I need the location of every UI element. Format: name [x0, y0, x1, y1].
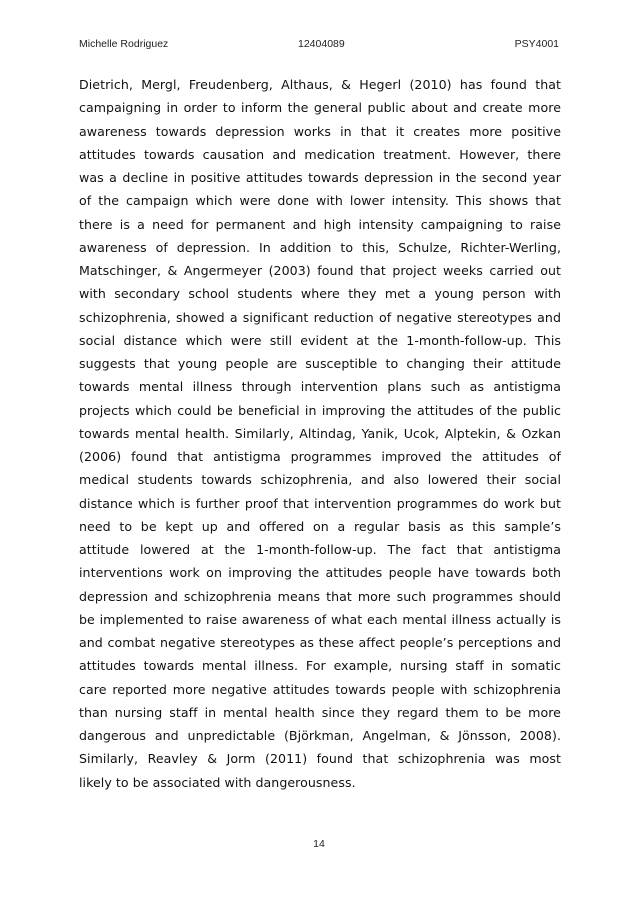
paragraph-line: interventions work on improving the attitudes people have towards both — [79, 565, 561, 581]
paragraph-line: Similarly, Reavley & Jorm (2011) found that schizophrenia was most — [79, 751, 561, 767]
paragraph-line: social distance which were still evident at the 1-month-follow-up. This — [79, 332, 561, 348]
paragraph-line: and combat negative stereotypes as these affect people’s perceptions and — [79, 635, 561, 650]
header-course-code: PSY4001 — [514, 38, 559, 50]
paragraph-line: there is a need for permanent and high intensity campaigning to raise — [79, 216, 561, 232]
paragraph-line: care reported more negative attitudes towards people with schizophrenia — [79, 681, 561, 697]
paragraph-line: depression and schizophrenia means that more such programmes should — [79, 588, 561, 604]
header-student-id: 12404089 — [298, 38, 345, 50]
paragraph-line: suggests that young people are susceptible to changing their attitude — [79, 356, 561, 371]
paragraph-line: need to be kept up and offered on a regular basis as this sample’s — [79, 518, 561, 534]
paragraph-line: schizophrenia, showed a significant reduction of negative stereotypes and — [79, 309, 561, 325]
page-header — [0, 38, 638, 52]
paragraph-line: be implemented to raise awareness of what each mental illness actually is — [79, 611, 561, 627]
paragraph-line: distance which is further proof that intervention programmes do work but — [79, 495, 561, 511]
paragraph-line: was a decline in positive attitudes towards depression in the second year — [79, 170, 561, 185]
paragraph-line: attitudes towards causation and medication treatment. However, there — [79, 146, 561, 162]
paragraph-line: medical students towards schizophrenia, and also lowered their social — [79, 472, 561, 488]
paragraph-line: (2006) found that antistigma programmes improved the attitudes of — [79, 449, 561, 464]
paragraph-line: projects which could be beneficial in improving the attitudes of the public — [79, 402, 561, 418]
paragraph-line: awareness of depression. In addition to this, Schulze, Richter-Werling, — [79, 239, 561, 255]
paragraph-line: than nursing staff in mental health since they regard them to be more — [79, 704, 561, 720]
paragraph-line: Matschinger, & Angermeyer (2003) found that project weeks carried out — [79, 263, 561, 278]
page-number: 14 — [313, 838, 325, 850]
paragraph-line: Dietrich, Mergl, Freudenberg, Althaus, & Hegerl (2010) has found that — [79, 77, 561, 92]
body-paragraph — [79, 73, 561, 794]
paragraph-line: towards mental health. Similarly, Altindag, Yanik, Ucok, Alptekin, & Ozkan — [79, 425, 561, 441]
paragraph-line: attitude lowered at the 1-month-follow-up. The fact that antistigma — [79, 542, 561, 557]
paragraph-line: awareness towards depression works in that it creates more positive — [79, 123, 561, 139]
header-author: Michelle Rodriguez — [79, 38, 169, 50]
paragraph-line: likely to be associated with dangerousness. — [79, 774, 356, 790]
paragraph-line: attitudes towards mental illness. For example, nursing staff in somatic — [79, 658, 561, 674]
paragraph-line: campaigning in order to inform the general public about and create more — [79, 100, 561, 116]
paragraph-line: dangerous and unpredictable (Björkman, Angelman, & Jönsson, 2008). — [79, 728, 561, 743]
paragraph-line: of the campaign which were done with lower intensity. This shows that — [79, 193, 561, 209]
paragraph-line: with secondary school students where they met a young person with — [79, 286, 561, 302]
paragraph-line: towards mental illness through intervention plans such as antistigma — [79, 379, 561, 395]
